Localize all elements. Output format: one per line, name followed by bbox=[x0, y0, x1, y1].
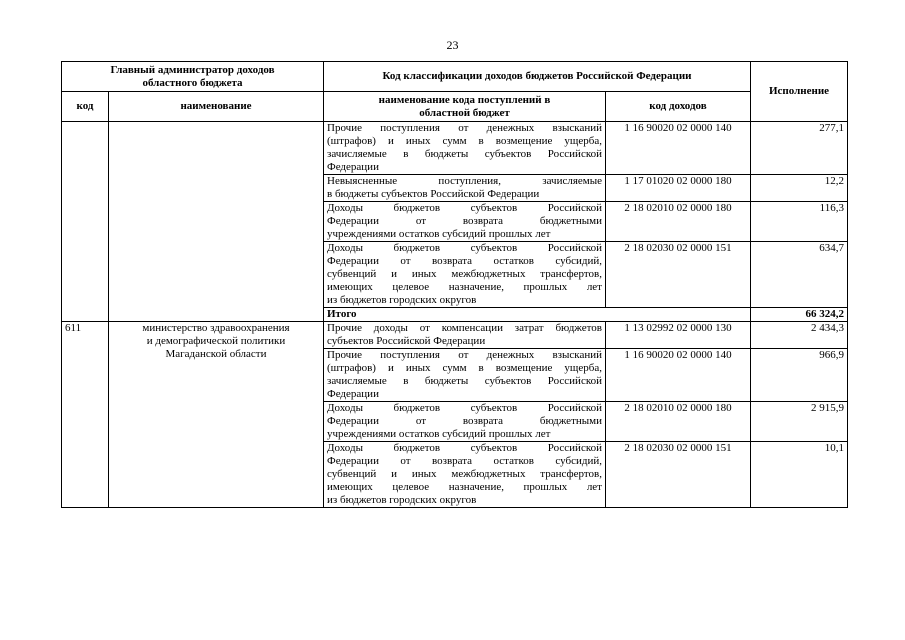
income-name-line: Федерации bbox=[327, 388, 379, 400]
income-table bbox=[61, 61, 848, 508]
execution-value-cell: 116,3 bbox=[751, 202, 848, 242]
income-name-line: (штрафов) и иных сумм в возмещение ущерба, bbox=[327, 135, 602, 147]
income-name-line: зачисляемые в бюджеты субъектов Российской bbox=[327, 375, 602, 387]
income-name-line: имеющих целевое назначение, прошлых лет bbox=[327, 281, 602, 293]
income-name-cell bbox=[324, 322, 606, 349]
income-name-line: имеющих целевое назначение, прошлых лет bbox=[327, 481, 602, 493]
admin-name-line: и демографической политики bbox=[146, 335, 286, 347]
income-name-line: Федерации bbox=[327, 161, 379, 173]
income-name-line: Федерации от возврата остатков субсидий, bbox=[327, 455, 602, 467]
header-execution: Исполнение bbox=[751, 62, 848, 122]
execution-value-cell: 2 915,9 bbox=[751, 402, 848, 442]
income-name-line: зачисляемые в бюджеты субъектов Российской bbox=[327, 148, 602, 160]
admin-name-line: министерство здравоохранения bbox=[142, 322, 290, 334]
header-income-name: наименование кода поступлений в областной бюджет bbox=[324, 92, 606, 122]
income-name-line: из бюджетов городских округов bbox=[327, 294, 477, 306]
income-name-line: в бюджеты субъектов Российской Федерации bbox=[327, 188, 540, 200]
execution-value-cell: 634,7 bbox=[751, 242, 848, 308]
income-name-line: Федерации от возврата бюджетными bbox=[327, 215, 602, 227]
income-name-line: Прочие доходы от компенсации затрат бюджетов bbox=[327, 322, 602, 334]
income-name-cell bbox=[324, 442, 606, 508]
income-code-cell: 2 18 02010 02 0000 180 bbox=[606, 202, 751, 242]
header-admin-group: Главный администратор доходов областного бюджета bbox=[62, 62, 324, 92]
income-name-line: Федерации от возврата остатков субсидий, bbox=[327, 255, 602, 267]
income-name-cell bbox=[324, 122, 606, 175]
income-code-cell: 1 16 90020 02 0000 140 bbox=[606, 349, 751, 402]
income-name-line: учреждениями остатков субсидий прошлых лет bbox=[327, 228, 551, 240]
execution-value-cell: 277,1 bbox=[751, 122, 848, 175]
income-name-line: из бюджетов городских округов bbox=[327, 494, 477, 506]
income-code-cell: 1 17 01020 02 0000 180 bbox=[606, 175, 751, 202]
income-name-line: субъектов Российской Федерации bbox=[327, 335, 486, 347]
total-value: 66 324,2 bbox=[751, 308, 848, 322]
income-name-line: (штрафов) и иных сумм в возмещение ущерба, bbox=[327, 362, 602, 374]
header-classification-group: Код классификации доходов бюджетов Российской Федерации bbox=[324, 62, 751, 92]
income-code-cell: 2 18 02010 02 0000 180 bbox=[606, 402, 751, 442]
page-number: 23 bbox=[446, 38, 459, 52]
income-name-line: учреждениями остатков субсидий прошлых лет bbox=[327, 428, 551, 440]
income-code-cell: 2 18 02030 02 0000 151 bbox=[606, 242, 751, 308]
header-name: наименование bbox=[109, 92, 324, 122]
income-name-line: Доходы бюджетов субъектов Российской bbox=[327, 402, 602, 414]
income-name-line: Доходы бюджетов субъектов Российской bbox=[327, 442, 602, 454]
execution-value-cell: 2 434,3 bbox=[751, 322, 848, 349]
income-name-line: Доходы бюджетов субъектов Российской bbox=[327, 242, 602, 254]
execution-value-cell: 12,2 bbox=[751, 175, 848, 202]
admin-name-cell bbox=[109, 322, 324, 508]
header-code: код bbox=[62, 92, 109, 122]
table-row bbox=[62, 322, 848, 349]
income-code-cell: 1 13 02992 02 0000 130 bbox=[606, 322, 751, 349]
income-name-cell bbox=[324, 175, 606, 202]
income-name-line: Федерации от возврата бюджетными bbox=[327, 415, 602, 427]
income-name-line: Невыясненные поступления, зачисляемые bbox=[327, 175, 602, 187]
header-income-code: код доходов bbox=[606, 92, 751, 122]
income-name-line: Прочие поступления от денежных взысканий bbox=[327, 349, 602, 361]
income-name-line: Прочие поступления от денежных взысканий bbox=[327, 122, 602, 134]
income-code-cell: 1 16 90020 02 0000 140 bbox=[606, 122, 751, 175]
income-name-line: субвенций и иных межбюджетных трансфертов, bbox=[327, 468, 602, 480]
admin-name-cell bbox=[109, 122, 324, 322]
income-name-line: Доходы бюджетов субъектов Российской bbox=[327, 202, 602, 214]
execution-value-cell: 10,1 bbox=[751, 442, 848, 508]
income-name-cell bbox=[324, 202, 606, 242]
admin-code-cell bbox=[62, 122, 109, 322]
execution-value-cell: 966,9 bbox=[751, 349, 848, 402]
income-code-cell: 2 18 02030 02 0000 151 bbox=[606, 442, 751, 508]
total-label: Итого bbox=[324, 308, 751, 322]
admin-code-cell: 611 bbox=[62, 322, 109, 508]
income-name-cell bbox=[324, 349, 606, 402]
admin-name-line: Магаданской области bbox=[165, 348, 267, 360]
income-name-cell bbox=[324, 242, 606, 308]
income-name-cell bbox=[324, 402, 606, 442]
table-row bbox=[62, 122, 848, 175]
income-name-line: субвенций и иных межбюджетных трансфертов, bbox=[327, 268, 602, 280]
